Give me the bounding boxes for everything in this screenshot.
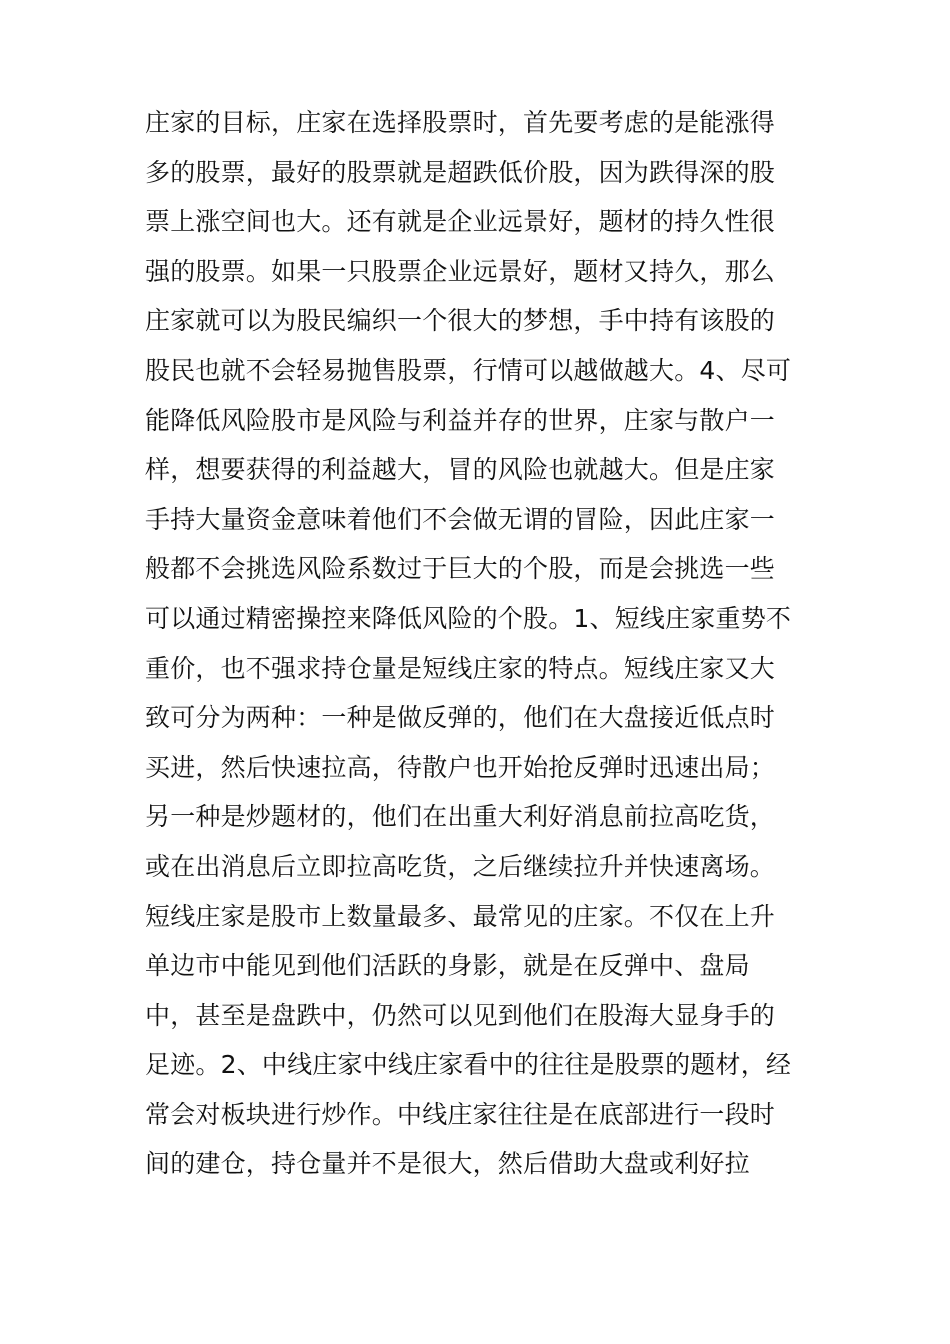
text-line: 买进，然后快速拉高，待散户也开始抢反弹时迅速出局； <box>145 752 776 782</box>
text-line: 间的建仓，持仓量并不是很大，然后借助大盘或利好拉 <box>145 1149 750 1179</box>
text-line: 股民也就不会轻易抛售股票，行情可以越做越大。4、尽可 <box>145 355 792 385</box>
text-line: 票上涨空间也大。还有就是企业远景好，题材的持久性很 <box>145 207 776 237</box>
text-line: 单边市中能见到他们活跃的身影，就是在反弹中、盘局 <box>145 951 750 981</box>
text-line: 常会对板块进行炒作。中线庄家往往是在底部进行一段时 <box>145 1099 776 1129</box>
body-text <box>145 98 815 1189</box>
text-line: 重价，也不强求持仓量是短线庄家的特点。短线庄家又大 <box>145 653 776 683</box>
text-line: 短线庄家是股市上数量最多、最常见的庄家。不仅在上升 <box>145 901 776 931</box>
text-line: 中，甚至是盘跌中，仍然可以见到他们在股海大显身手的 <box>145 1000 776 1030</box>
text-line: 般都不会挑选风险系数过于巨大的个股，而是会挑选一些 <box>145 554 776 584</box>
text-line: 致可分为两种：一种是做反弹的，他们在大盘接近低点时 <box>145 703 776 733</box>
text-line: 庄家就可以为股民编织一个很大的梦想，手中持有该股的 <box>145 306 776 336</box>
text-line: 足迹。2、中线庄家中线庄家看中的往往是股票的题材，经 <box>145 1050 792 1080</box>
text-line: 手持大量资金意味着他们不会做无谓的冒险，因此庄家一 <box>145 504 776 534</box>
text-line: 样，想要获得的利益越大，冒的风险也就越大。但是庄家 <box>145 455 776 485</box>
text-line: 或在出消息后立即拉高吃货，之后继续拉升并快速离场。 <box>145 851 776 881</box>
text-line: 另一种是炒题材的，他们在出重大利好消息前拉高吃货， <box>145 802 776 832</box>
text-line: 能降低风险股市是风险与利益并存的世界，庄家与散户一 <box>145 405 776 435</box>
text-line: 多的股票，最好的股票就是超跌低价股，因为跌得深的股 <box>145 157 776 187</box>
text-line: 庄家的目标，庄家在选择股票时，首先要考虑的是能涨得 <box>145 108 776 137</box>
text-line: 强的股票。如果一只股票企业远景好，题材又持久，那么 <box>145 256 776 286</box>
text-line: 可以通过精密操控来降低风险的个股。1、短线庄家重势不 <box>145 603 792 633</box>
